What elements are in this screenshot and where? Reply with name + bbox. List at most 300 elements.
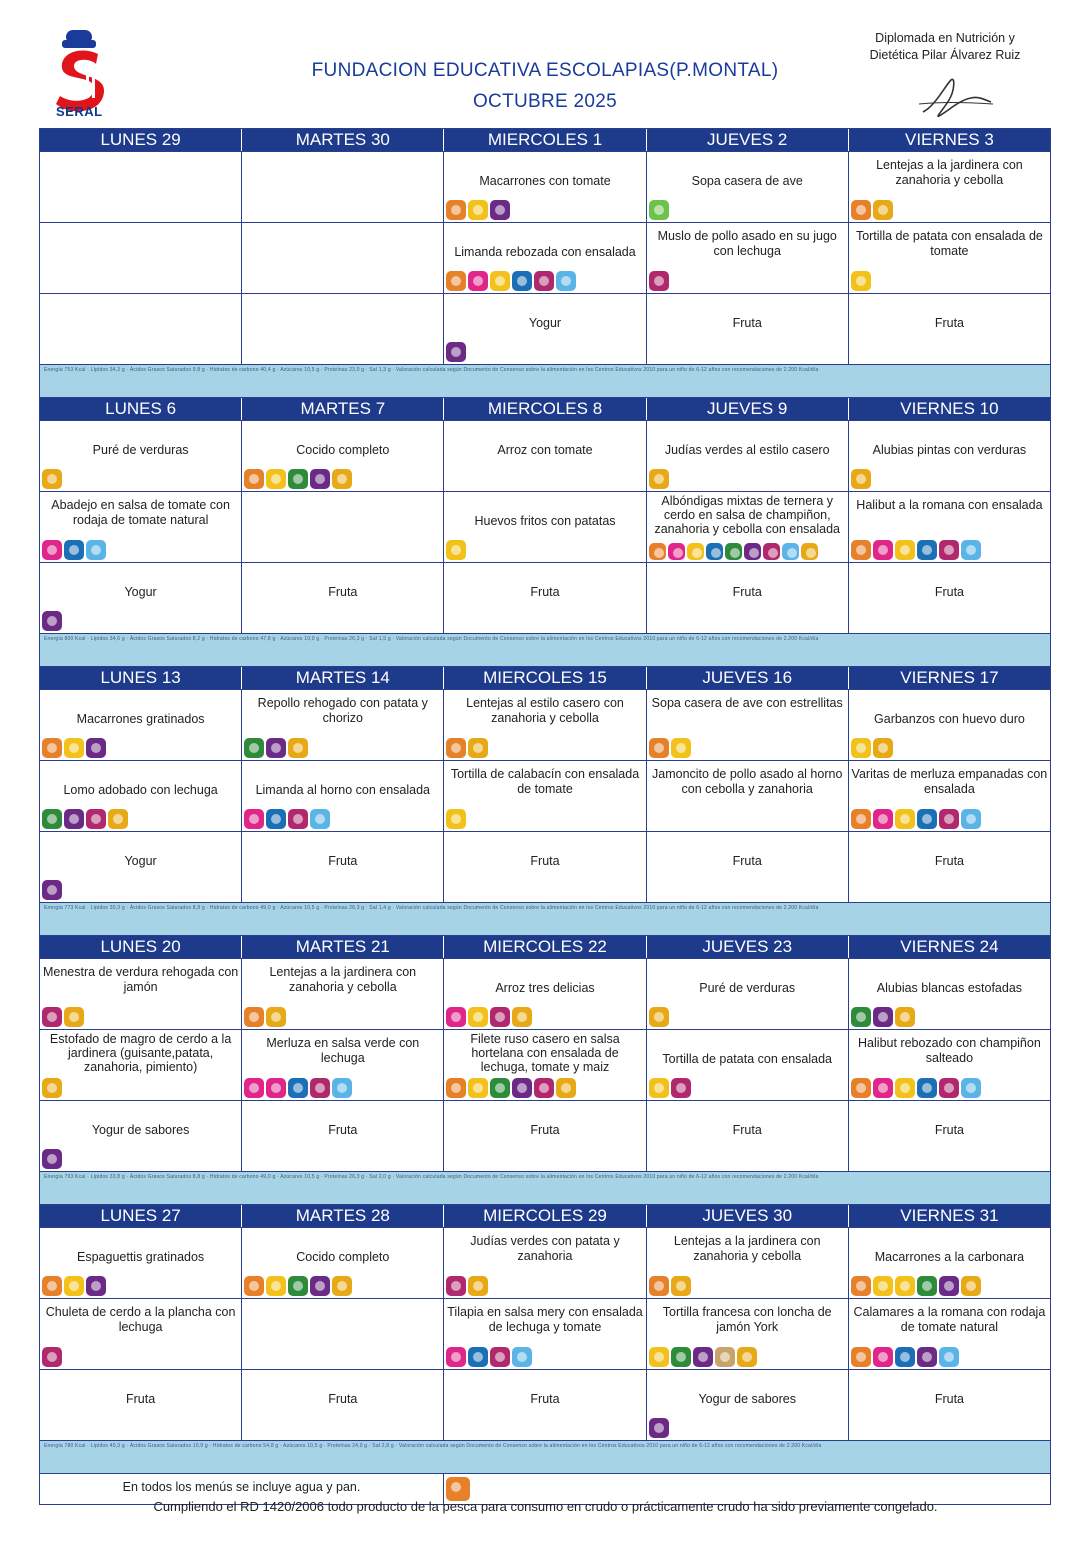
egg-icon — [468, 200, 488, 220]
nutrition-info-text: Energía 780 Kcal · Lípidos 40,3 g · Ácidos Grasos Saturados 10,9 g · Hidratos de carbono 54,8 g · Azúcares 10,5 g · Proteínas 24,0 g · Sal 2,8 g · Valoración calculada según Documento de Consenso sobre la alimentación en los Centros Educativos 2010 para un niño de 6-12 años con recomendaciones de 2.200 Kcal/día — [44, 1443, 822, 1449]
day-header: VIERNES 24 — [900, 937, 999, 956]
menu-cell — [647, 1370, 849, 1440]
gluten-icon — [446, 1477, 470, 1501]
soy-icon — [917, 1276, 937, 1296]
mollusc-icon — [332, 1078, 352, 1098]
menu-cell — [647, 421, 849, 491]
menu-row — [40, 760, 1050, 831]
mustard-icon — [332, 1276, 352, 1296]
menu-cell — [647, 294, 849, 364]
dish-name: Fruta — [530, 854, 560, 868]
nutrition-info-band — [40, 633, 1050, 666]
gluten-icon — [446, 738, 466, 758]
day-header: VIERNES 10 — [900, 399, 999, 418]
dish-name: Tortilla de patata con ensalada de tomate — [855, 229, 1043, 258]
dish-name: Fruta — [934, 316, 964, 330]
fish-icon — [917, 540, 937, 560]
menu-cell — [849, 294, 1050, 364]
dish-name: Espaguettis gratinados — [77, 1250, 205, 1264]
allergen-icons — [42, 1149, 62, 1169]
milk-icon — [86, 1276, 106, 1296]
menu-cell — [647, 563, 849, 633]
milk-icon — [649, 1418, 669, 1438]
menu-cell — [647, 223, 849, 293]
dish-name: Albóndigas mixtas de ternera y cerdo en salsa de champiñon, zanahoria y cebolla con ensalada — [654, 494, 840, 536]
menu-cell — [647, 1299, 849, 1369]
dish-name: Fruta — [934, 1123, 964, 1137]
day-header: JUEVES 9 — [647, 398, 849, 420]
gluten-icon — [42, 738, 62, 758]
page-title: FUNDACION EDUCATIVA ESCOLAPIAS(P.MONTAL) — [311, 60, 779, 81]
allergen-icons — [649, 469, 669, 489]
egg-icon — [895, 1276, 915, 1296]
allergen-icons — [446, 1276, 488, 1296]
dish-name: Repollo rehogado con patata y chorizo — [257, 696, 428, 725]
dish-name: Varitas de merluza empanadas con ensalada — [851, 767, 1048, 796]
gluten-icon — [446, 271, 466, 291]
menu-cell — [647, 1030, 849, 1100]
menu-row — [40, 958, 1050, 1029]
dish-name: Tortilla francesa con loncha de jamón York — [662, 1305, 832, 1334]
gluten-icon — [42, 1276, 62, 1296]
allergen-icons — [244, 469, 352, 489]
nutrition-info-text: Energía 753 Kcal · Lípidos 34,3 g · Ácidos Grasos Saturados 9,8 g · Hidratos de carbono 40,4 g · Azúcares 10,5 g · Proteínas 23,0 g · Sal 1,3 g · Valoración calculada según Documento de Consenso sobre la alimentación en los Centros Educativos 2010 para un niño de 6-12 años con recomendaciones de 2.200 Kcal/día — [44, 367, 819, 373]
dish-name: Fruta — [328, 585, 358, 599]
menu-cell — [647, 959, 849, 1029]
dish-name: Macarrones a la carbonara — [874, 1250, 1025, 1264]
signature — [915, 76, 995, 120]
egg-icon — [266, 469, 286, 489]
allergen-icons — [42, 738, 106, 758]
allergen-icons — [42, 1078, 62, 1098]
mustard-icon — [468, 1276, 488, 1296]
dish-name: Tortilla de patata con ensalada — [662, 1052, 832, 1066]
week-day-header — [40, 935, 1050, 958]
dish-name: Sopa casera de ave — [691, 174, 803, 188]
menu-cell — [40, 492, 242, 562]
egg-icon — [649, 1347, 669, 1367]
mustard-icon — [801, 543, 818, 560]
dish-name: Halibut rebozado con champiñon salteado — [858, 1036, 1041, 1065]
dish-name: Abadejo en salsa de tomate con rodaja de tomate natural — [51, 498, 230, 527]
sulphite-icon — [490, 1007, 510, 1027]
sulphite-icon — [288, 809, 308, 829]
mustard-icon — [873, 200, 893, 220]
dish-name: Tilapia en salsa mery con ensalada de lechuga y tomate — [447, 1305, 643, 1334]
mustard-icon — [649, 1007, 669, 1027]
menu-cell — [444, 1299, 646, 1369]
dish-name: Estofado de magro de cerdo a la jardinera (guisante,patata, zanahoria, pimiento) — [49, 1032, 232, 1074]
sulphite-icon — [42, 1007, 62, 1027]
menu-row — [40, 1227, 1050, 1298]
day-header: JUEVES 2 — [647, 129, 849, 151]
crustacean-icon — [244, 809, 264, 829]
crustacean-icon — [266, 1078, 286, 1098]
gluten-icon — [851, 1276, 871, 1296]
dish-name: Fruta — [530, 1123, 560, 1137]
allergen-icons — [42, 469, 62, 489]
mustard-icon — [108, 809, 128, 829]
allergen-icons — [42, 880, 62, 900]
day-header: LUNES 20 — [40, 936, 242, 958]
menu-cell — [242, 1030, 444, 1100]
sulphite-icon — [671, 1078, 691, 1098]
dish-name: Lentejas a la jardinera con zanahoria y cebolla — [269, 965, 417, 994]
dish-name: Macarrones gratinados — [76, 712, 205, 726]
dish-name: Arroz con tomate — [497, 443, 593, 457]
day-header: MARTES 28 — [242, 1205, 444, 1227]
week-day-header — [40, 1204, 1050, 1227]
egg-icon — [873, 1276, 893, 1296]
dish-name: Jamoncito de pollo asado al horno con cebolla y zanahoria — [652, 767, 843, 796]
menu-row — [40, 151, 1050, 222]
milk-icon — [917, 1347, 937, 1367]
menu-row — [40, 562, 1050, 633]
allergen-icons — [649, 738, 691, 758]
menu-cell — [849, 1228, 1050, 1298]
egg-icon — [895, 540, 915, 560]
menu-cell — [242, 294, 444, 364]
gluten-icon — [244, 469, 264, 489]
allergen-icons — [851, 1078, 981, 1098]
allergen-icons — [446, 342, 466, 362]
menu-row — [40, 1029, 1050, 1100]
menu-cell — [242, 223, 444, 293]
dish-name: Muslo de pollo asado en su jugo con lechuga — [657, 229, 837, 258]
mustard-icon — [332, 469, 352, 489]
menu-cell — [242, 421, 444, 491]
day-header: JUEVES 30 — [647, 1205, 849, 1227]
fish-icon — [917, 1078, 937, 1098]
milk-icon — [86, 738, 106, 758]
day-header: MARTES 7 — [242, 398, 444, 420]
egg-icon — [266, 1276, 286, 1296]
egg-icon — [649, 1078, 669, 1098]
menu-row — [40, 1369, 1050, 1440]
dish-name: Menestra de verdura rehogada con jamón — [42, 965, 239, 994]
dish-name: Yogur — [528, 316, 562, 330]
allergen-icons — [244, 1078, 352, 1098]
menu-row — [40, 293, 1050, 364]
mustard-icon — [64, 1007, 84, 1027]
milk-icon — [512, 1078, 532, 1098]
mustard-icon — [895, 1007, 915, 1027]
egg-icon — [446, 540, 466, 560]
menu-cell — [849, 421, 1050, 491]
egg-icon — [64, 738, 84, 758]
menu-cell — [647, 690, 849, 760]
menu-cell — [242, 1370, 444, 1440]
menu-cell — [849, 761, 1050, 831]
fish-icon — [468, 1347, 488, 1367]
menu-cell — [444, 1370, 646, 1440]
milk-icon — [939, 1276, 959, 1296]
menu-cell — [40, 832, 242, 902]
menu-cell — [242, 690, 444, 760]
menu-cell — [647, 832, 849, 902]
dietitian-line1: Diplomada en Nutrición y — [875, 31, 1015, 45]
menu-cell — [444, 152, 646, 222]
mustard-icon — [556, 1078, 576, 1098]
menu-cell — [444, 1030, 646, 1100]
menu-calendar — [39, 128, 1051, 1505]
menu-row — [40, 831, 1050, 902]
menu-cell — [444, 421, 646, 491]
fish-icon — [266, 809, 286, 829]
soy-icon — [725, 543, 742, 560]
menu-row — [40, 491, 1050, 562]
menu-cell — [849, 690, 1050, 760]
week-day-header — [40, 129, 1050, 151]
menu-cell — [647, 1101, 849, 1171]
dish-name: Sopa casera de ave con estrellitas — [651, 696, 843, 710]
sulphite-icon — [446, 1276, 466, 1296]
day-header: MIERCOLES 22 — [444, 936, 646, 958]
menu-cell — [647, 761, 849, 831]
menu-row — [40, 689, 1050, 760]
menu-cell — [444, 294, 646, 364]
dish-name: Yogur de sabores — [91, 1123, 190, 1137]
sulphite-icon — [939, 1078, 959, 1098]
sulphite-icon — [86, 809, 106, 829]
gluten-icon — [244, 1276, 264, 1296]
mollusc-icon — [961, 809, 981, 829]
menu-cell — [444, 690, 646, 760]
allergen-icons — [42, 809, 128, 829]
mollusc-icon — [512, 1347, 532, 1367]
allergen-icons — [851, 738, 893, 758]
allergen-icons — [649, 543, 818, 560]
menu-cell — [647, 1228, 849, 1298]
menu-cell — [40, 223, 242, 293]
menu-row — [40, 222, 1050, 293]
menu-cell — [40, 1101, 242, 1171]
dish-name: Lomo adobado con lechuga — [63, 783, 218, 797]
fish-icon — [895, 1347, 915, 1367]
dish-name: Limanda al horno con ensalada — [255, 783, 431, 797]
menu-cell — [647, 492, 849, 562]
soy-icon — [671, 1347, 691, 1367]
fish-icon — [917, 809, 937, 829]
dish-name: Fruta — [934, 585, 964, 599]
mollusc-icon — [961, 1078, 981, 1098]
menu-cell — [444, 492, 646, 562]
menu-cell — [444, 959, 646, 1029]
egg-icon — [687, 543, 704, 560]
crustacean-icon — [244, 1078, 264, 1098]
dish-name: Tortilla de calabacín con ensalada de tomate — [450, 767, 640, 796]
menu-row — [40, 1298, 1050, 1369]
dish-name: Fruta — [934, 854, 964, 868]
dish-name: Halibut a la romana con ensalada — [856, 498, 1043, 512]
menu-cell — [40, 1370, 242, 1440]
soy-icon — [288, 1276, 308, 1296]
allergen-icons — [42, 540, 106, 560]
day-header: VIERNES 17 — [900, 668, 999, 687]
menu-cell — [444, 761, 646, 831]
menu-cell — [444, 832, 646, 902]
day-header: LUNES 29 — [40, 129, 242, 151]
mollusc-icon — [939, 1347, 959, 1367]
mollusc-icon — [782, 543, 799, 560]
dish-name: Alubias blancas estofadas — [876, 981, 1023, 995]
dish-name: Yogur de sabores — [698, 1392, 796, 1406]
dish-name: Judías verdes con patata y zanahoria — [470, 1234, 620, 1263]
dish-name: Fruta — [732, 316, 762, 330]
allergen-icons — [851, 540, 981, 560]
dish-name: Yogur — [124, 854, 157, 868]
dish-name: Puré de verduras — [92, 443, 189, 457]
mustard-icon — [851, 469, 871, 489]
day-header: MIERCOLES 8 — [444, 398, 646, 420]
crustacean-icon — [668, 543, 685, 560]
milk-icon — [42, 880, 62, 900]
crustacean-icon — [446, 1007, 466, 1027]
menu-week — [40, 1204, 1050, 1473]
sulphite-icon — [534, 1078, 554, 1098]
nutrition-info-band — [40, 364, 1050, 397]
crustacean-icon — [468, 271, 488, 291]
dish-name: Filete ruso casero en salsa hortelana con ensalada de lechuga, tomate y maiz — [470, 1032, 620, 1074]
gluten-icon — [851, 809, 871, 829]
menu-cell — [444, 1228, 646, 1298]
egg-icon — [490, 271, 510, 291]
mustard-icon — [42, 469, 62, 489]
milk-icon — [744, 543, 761, 560]
gluten-icon — [446, 1078, 466, 1098]
gluten-icon — [649, 543, 666, 560]
crustacean-icon — [446, 1347, 466, 1367]
allergen-icons — [851, 1007, 915, 1027]
menu-cell — [40, 563, 242, 633]
nutrition-info-text: Energía 800 Kcal · Lípidos 34,6 g · Ácidos Grasos Saturados 8,2 g · Hidratos de carbono 47,8 g · Azúcares 10,0 g · Proteínas 26,3 g · Sal 1,5 g · Valoración calculada según Documento de Consenso sobre la alimentación en los Centros Educativos 2010 para un niño de 6-12 años con recomendaciones de 2.200 Kcal/día — [44, 636, 819, 642]
allergen-icons — [446, 271, 576, 291]
crustacean-icon — [873, 1347, 893, 1367]
menu-cell — [444, 223, 646, 293]
dish-name: Fruta — [328, 854, 358, 868]
crustacean-icon — [873, 1078, 893, 1098]
menu-week — [40, 666, 1050, 935]
mustard-icon — [961, 1276, 981, 1296]
menu-cell — [40, 421, 242, 491]
day-header: MARTES 21 — [242, 936, 444, 958]
crustacean-icon — [873, 540, 893, 560]
sulphite-icon — [42, 1347, 62, 1367]
week-day-header — [40, 666, 1050, 689]
week-day-header — [40, 397, 1050, 420]
day-header: JUEVES 23 — [647, 936, 849, 958]
fish-icon — [288, 1078, 308, 1098]
gluten-icon — [851, 540, 871, 560]
dish-name: Calamares a la romana con rodaja de tomate natural — [853, 1305, 1046, 1334]
dish-name: Fruta — [126, 1392, 156, 1406]
milk-icon — [873, 1007, 893, 1027]
menu-cell — [40, 1228, 242, 1298]
soy-icon — [42, 809, 62, 829]
menu-cell — [849, 832, 1050, 902]
allergen-icons — [42, 611, 62, 631]
menu-cell — [242, 1299, 444, 1369]
allergen-icons — [244, 809, 330, 829]
menu-cell — [444, 563, 646, 633]
day-header: VIERNES 31 — [900, 1206, 999, 1225]
sulphite-icon — [939, 540, 959, 560]
allergen-icons — [446, 200, 510, 220]
menu-cell — [647, 152, 849, 222]
mustard-icon — [512, 1007, 532, 1027]
fish-icon — [64, 540, 84, 560]
milk-icon — [310, 469, 330, 489]
celery-icon — [649, 200, 669, 220]
menu-cell — [242, 959, 444, 1029]
day-header: MIERCOLES 1 — [444, 129, 646, 151]
menu-cell — [849, 152, 1050, 222]
mustard-icon — [288, 738, 308, 758]
allergen-icons — [649, 1276, 691, 1296]
dish-name: Fruta — [732, 1123, 762, 1137]
milk-icon — [266, 738, 286, 758]
menu-cell — [849, 1370, 1050, 1440]
dish-name: Yogur — [124, 585, 157, 599]
dish-name: Fruta — [530, 1392, 560, 1406]
egg-icon — [851, 738, 871, 758]
dish-name: Cocido completo — [296, 443, 390, 457]
allergen-icons — [42, 1007, 84, 1027]
allergen-icons — [851, 469, 871, 489]
day-header: LUNES 13 — [40, 667, 242, 689]
dish-name: Puré de verduras — [699, 981, 796, 995]
egg-icon — [895, 809, 915, 829]
nutrition-info-text: Energía 773 Kcal · Lípidos 30,3 g · Ácidos Grasos Saturados 8,8 g · Hidratos de carbono 49,0 g · Azúcares 10,5 g · Proteínas 26,3 g · Sal 1,4 g · Valoración calculada según Documento de Consenso sobre la alimentación en los Centros Educativos 2010 para un niño de 6-12 años con recomendaciones de 2.200 Kcal/día — [44, 905, 819, 911]
mustard-icon — [649, 469, 669, 489]
menu-cell — [444, 1101, 646, 1171]
dish-name: Lentejas al estilo casero con zanahoria y cebolla — [466, 696, 624, 725]
brand-name: SERAL — [56, 104, 103, 119]
sulphite-icon — [534, 271, 554, 291]
menu-cell — [40, 152, 242, 222]
allergen-icons — [446, 1347, 532, 1367]
menu-row — [40, 420, 1050, 491]
menu-cell — [849, 959, 1050, 1029]
dietitian-line2: Dietética Pilar Álvarez Ruiz — [869, 48, 1021, 62]
dish-name: Lentejas a la jardinera con zanahoria y cebolla — [876, 158, 1023, 187]
soy-icon — [288, 469, 308, 489]
day-header: LUNES 6 — [40, 398, 242, 420]
menu-cell — [242, 152, 444, 222]
dish-name: Garbanzos con huevo duro — [874, 712, 1025, 726]
dish-name: Fruta — [732, 854, 762, 868]
milk-icon — [446, 342, 466, 362]
dish-name: Fruta — [732, 585, 762, 599]
sulphite-icon — [310, 1078, 330, 1098]
allergen-icons — [446, 1007, 532, 1027]
menu-cell — [40, 959, 242, 1029]
dish-name: Judías verdes al estilo casero — [664, 443, 830, 457]
allergen-icons — [851, 809, 981, 829]
allergen-icons — [649, 271, 669, 291]
allergen-icons — [42, 1276, 106, 1296]
gluten-icon — [649, 1276, 669, 1296]
menu-row — [40, 1100, 1050, 1171]
menu-cell — [242, 1228, 444, 1298]
sulphite-icon — [763, 543, 780, 560]
mollusc-icon — [310, 809, 330, 829]
allergen-icons — [851, 200, 893, 220]
dish-name: Huevos fritos con patatas — [474, 514, 616, 528]
milk-icon — [693, 1347, 713, 1367]
egg-icon — [468, 1007, 488, 1027]
dish-name: Chuleta de cerdo a la plancha con lechuga — [45, 1305, 236, 1334]
